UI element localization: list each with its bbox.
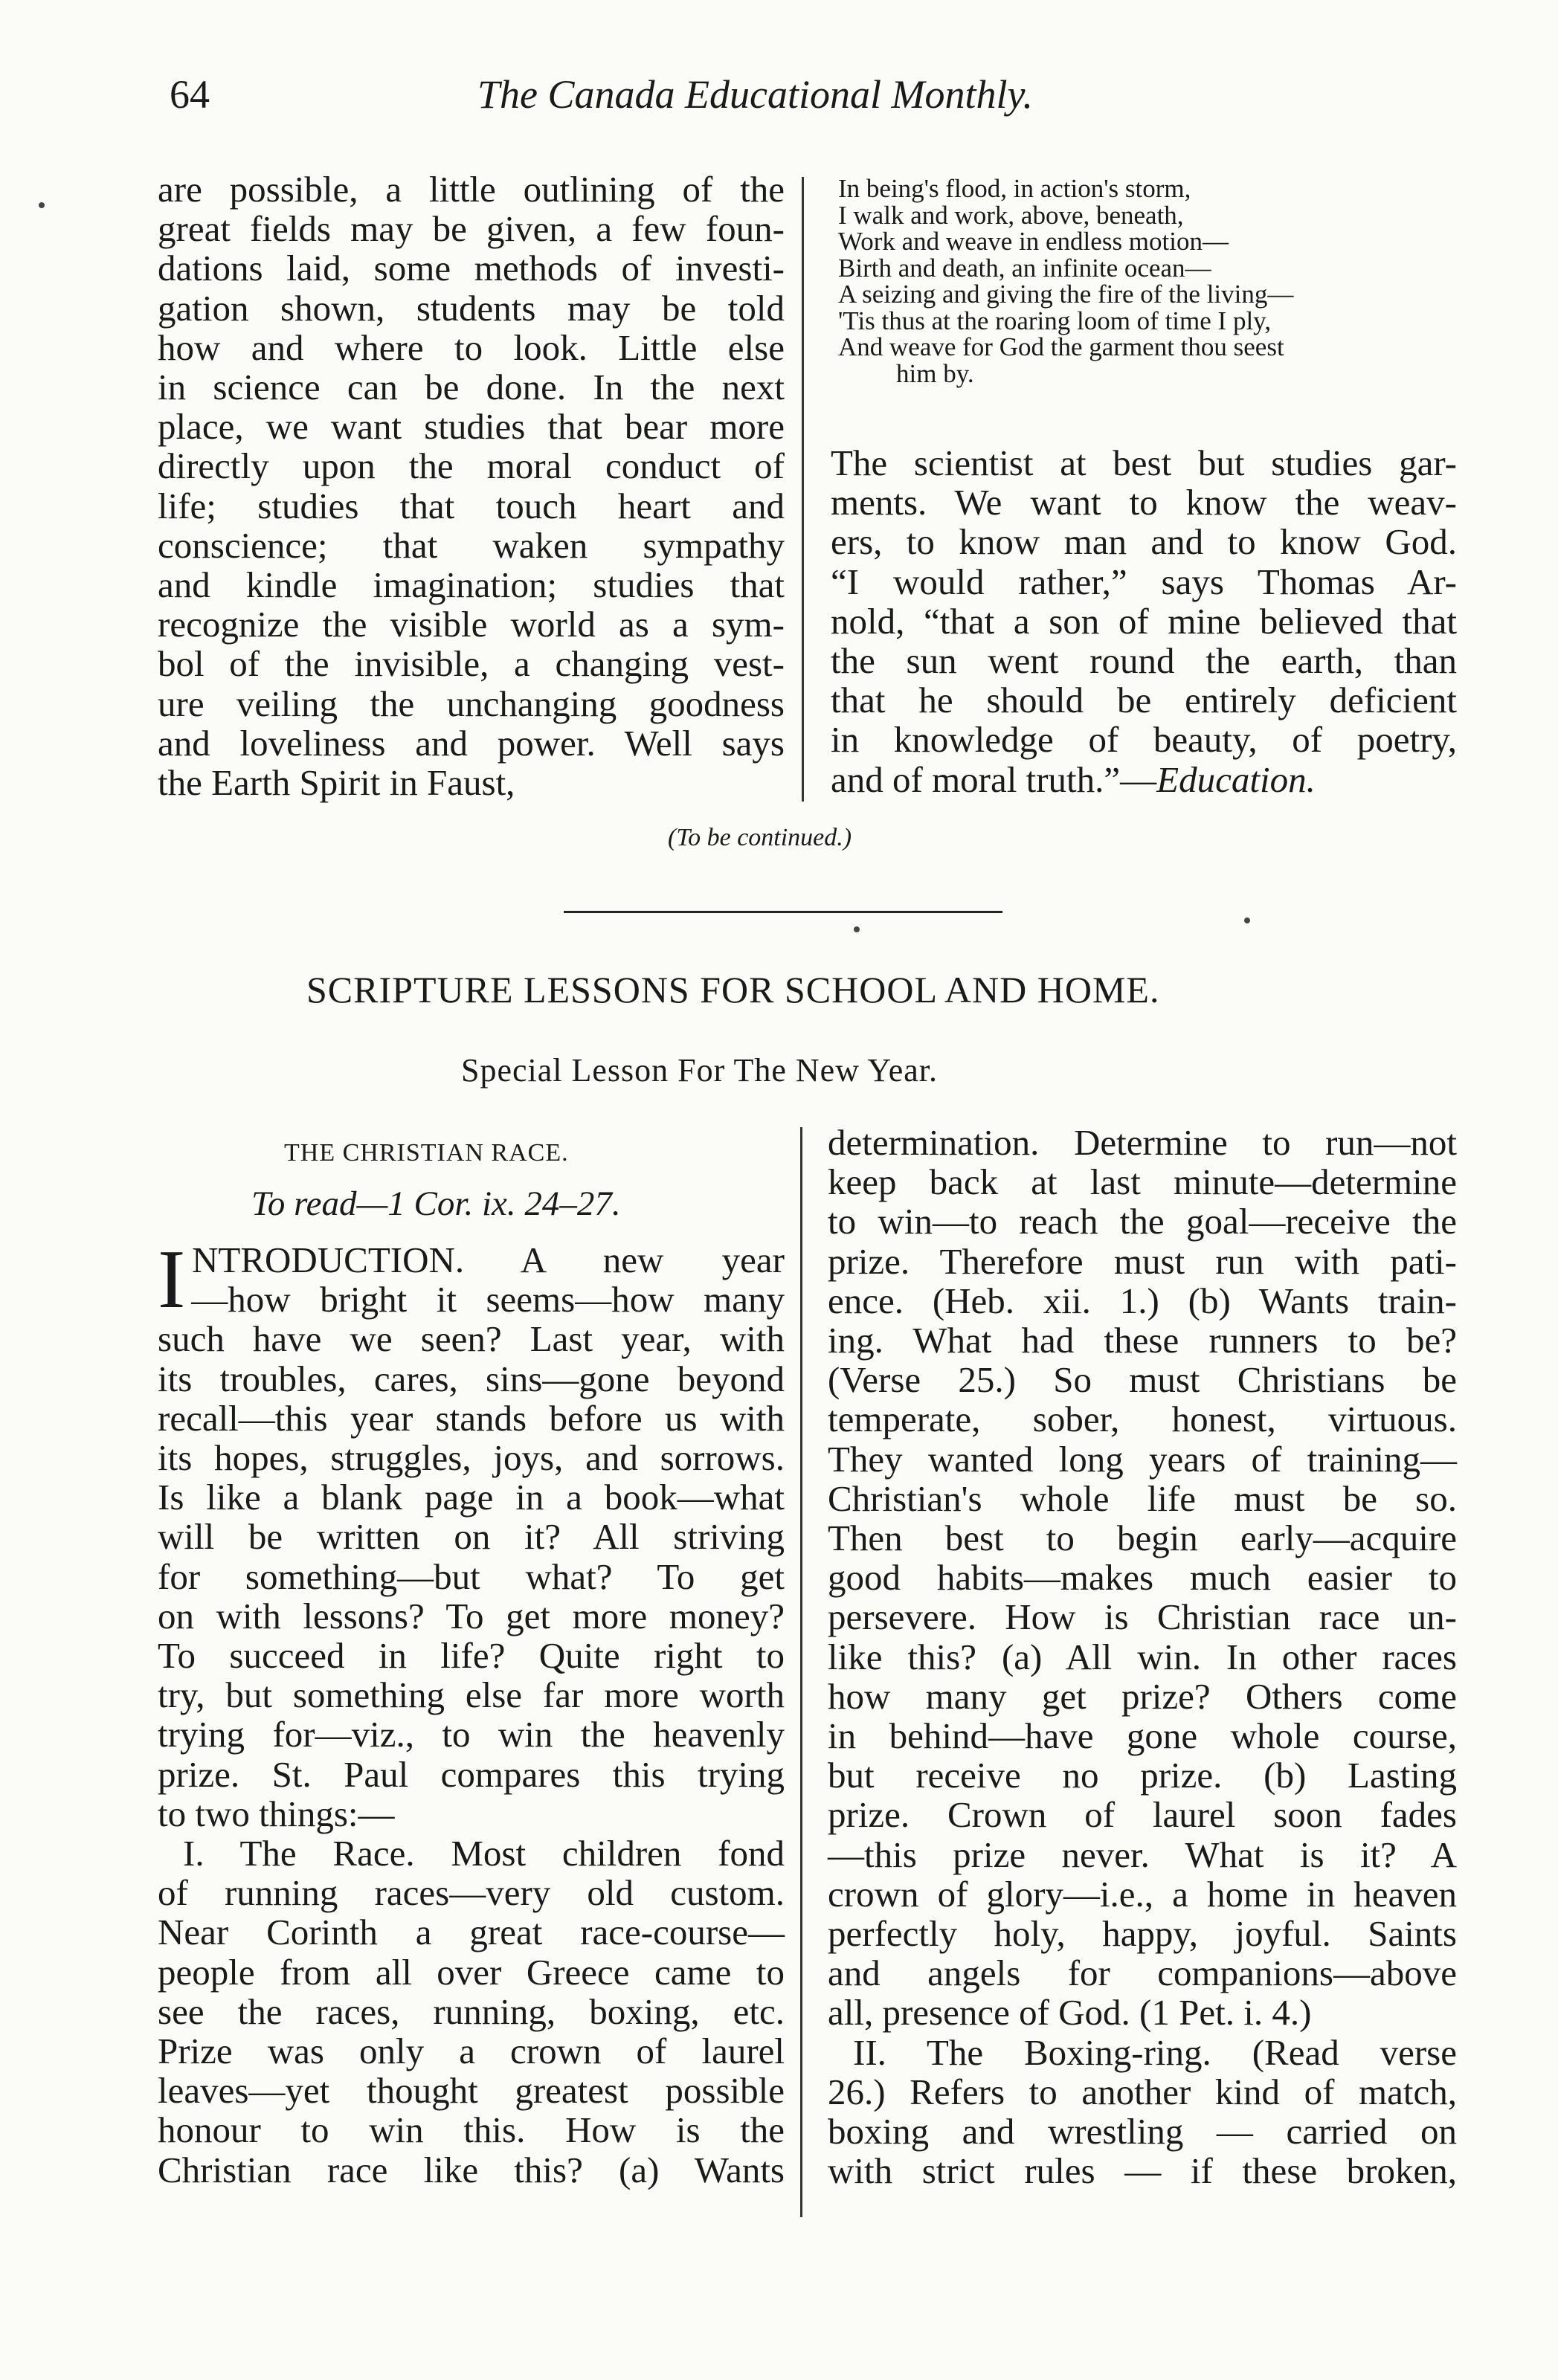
text-line: recognize the visible world as a sym- (158, 604, 785, 645)
text-line: —this prize never. What is it? A (828, 1834, 1457, 1875)
text-line: to win—to reach the goal—receive the (828, 1201, 1457, 1242)
column-rule-top (802, 177, 804, 802)
text-line: but receive no prize. (b) Lasting (828, 1755, 1457, 1796)
text-line: I. The Race. Most children fond (183, 1833, 785, 1874)
text-line: the sun went round the earth, than (831, 640, 1457, 682)
top-right-column (831, 443, 1457, 799)
text-line: ure veiling the unchanging goodness (158, 683, 785, 724)
top-right-paragraph (831, 443, 1457, 760)
speck (1244, 918, 1250, 923)
text-line: and angels for companions—above (828, 1952, 1457, 1994)
top-left-paragraph (158, 170, 785, 802)
text-line: Is like a blank page in a book—what (158, 1477, 785, 1518)
text-line: place, we want studies that bear more (158, 406, 785, 448)
poem-line: In being's flood, in action's storm, (838, 174, 1191, 203)
page-number: 64 (170, 72, 210, 117)
text-line: II. The Boxing-ring. (Read verse (853, 2031, 1457, 2073)
text-line: keep back at last minute—determine (828, 1161, 1457, 1203)
text-line: leaves—yet thought greatest possible (158, 2070, 785, 2112)
text-line: The scientist at best but studies gar- (831, 442, 1457, 483)
text-line: Christian race like this? (a) Wants (158, 2149, 785, 2190)
text-line: such have we seen? Last year, with (158, 1318, 785, 1360)
text-line: Near Corinth a great race-course— (158, 1912, 785, 1953)
speck (39, 202, 45, 208)
text-line: Prize was only a crown of laurel (158, 2031, 785, 2072)
text-line: its troubles, cares, sins—gone beyond (158, 1358, 785, 1399)
lesson-heading: THE CHRISTIAN RACE. (284, 1139, 569, 1167)
text-line: that he should be entirely deficient (831, 680, 1457, 721)
text-line: in science can be done. In the next (158, 367, 785, 408)
text-line: honour to win this. How is the (158, 2109, 785, 2151)
text-line: dations laid, some methods of investi- (158, 248, 785, 289)
text-line: life; studies that touch heart and (158, 485, 785, 526)
text-line: prize. St. Paul compares this trying (158, 1753, 785, 1795)
speck (854, 926, 860, 932)
lesson-reading (251, 1184, 621, 1224)
text-line: gation shown, students may be told (158, 287, 785, 329)
text-line: like this? (a) All win. In other races (828, 1636, 1457, 1677)
text-line: for something—but what? To get (158, 1555, 785, 1597)
text-line: recall—this year stands before us with (158, 1397, 785, 1439)
text-line: directly upon the moral conduct of (158, 445, 785, 487)
text-line: will be written on it? All striving (158, 1516, 785, 1558)
section-title: SCRIPTURE LESSONS FOR SCHOOL AND HOME. (306, 969, 1160, 1010)
text-line: crown of glory—i.e., a home in heaven (828, 1873, 1457, 1915)
text-line: ments. We want to know the weav- (831, 482, 1457, 523)
text-line: (Verse 25.) So must Christians be (828, 1359, 1457, 1401)
text-line: the Earth Spirit in Faust, (158, 762, 515, 804)
text-line: on with lessons? To get more money? (158, 1595, 785, 1636)
text-line: see the races, running, boxing, etc. (158, 1990, 785, 2032)
intro-first-line: NTRODUCTION. A new year (192, 1239, 785, 1280)
section-divider (564, 911, 1002, 913)
text-line: ing. What had these runners to be? (828, 1320, 1457, 1361)
intro-body (158, 1280, 785, 1834)
quote-end: and of moral truth.”— (831, 758, 1157, 800)
text-line: bol of the invisible, a changing vest- (158, 643, 785, 685)
faust-poem (838, 175, 1470, 387)
section-subtitle: Special Lesson For The New Year. (461, 1052, 938, 1089)
to-be-continued: (To be continued.) (668, 824, 852, 851)
introduction-paragraph (158, 1233, 785, 1834)
text-line: nold, “that a son of mine believed that (831, 600, 1457, 642)
text-line: They wanted long years of training— (828, 1438, 1457, 1480)
text-line: and loveliness and power. Well says (158, 722, 785, 764)
text-line: ers, to know man and to know God. (831, 521, 1457, 563)
text-line: trying for—viz., to win the heavenly (158, 1714, 785, 1755)
poem-line: Birth and death, an infinite ocean— (838, 253, 1211, 283)
text-line: boxing and wrestling — carried on (828, 2111, 1457, 2152)
text-line: prize. Crown of laurel soon fades (828, 1794, 1457, 1836)
text-line: 26.) Refers to another kind of match, (828, 2071, 1457, 2112)
text-line: in behind—have gone whole course, (828, 1715, 1457, 1757)
text-line: its hopes, struggles, joys, and sorrows. (158, 1437, 785, 1479)
text-line: all, presence of God. (1 Pet. i. 4.) (828, 1992, 1312, 2034)
column-rule-bottom (800, 1127, 802, 2217)
text-line: people from all over Greece came to (158, 1951, 785, 1993)
top-right-last-line (831, 760, 1457, 799)
text-line: To succeed in life? Quite right to (158, 1635, 785, 1677)
text-line: are possible, a little outlining of the (158, 169, 785, 210)
text-line: Christian's whole life must be so. (828, 1477, 1457, 1519)
bottom-left-column (158, 1233, 785, 2190)
bottom-right-column (828, 1123, 1457, 2190)
text-line: conscience; that waken sympathy (158, 524, 785, 566)
poem-line: I walk and work, above, beneath, (838, 200, 1184, 230)
text-line: how many get prize? Others come (828, 1675, 1457, 1717)
text-line: “I would rather,” says Thomas Ar- (831, 561, 1457, 602)
to-read-reference: —1 Cor. ix. 24–27. (356, 1184, 621, 1223)
text-line: how and where to look. Little else (158, 326, 785, 368)
bottom-right-paragraph (828, 1123, 1457, 2033)
source-citation: Education. (1156, 758, 1316, 800)
text-line: determination. Determine to run—not (828, 1122, 1457, 1163)
boxing-paragraph (828, 2033, 1457, 2191)
text-line: to two things:— (158, 1793, 395, 1834)
poem-line: 'Tis thus at the roaring loom of time I ply, (838, 306, 1272, 335)
text-line: prize. Therefore must run with pati- (828, 1240, 1457, 1282)
poem-line: Work and weave in endless motion— (838, 227, 1229, 256)
text-line: —how bright it seems—how many (191, 1279, 785, 1320)
text-line: persevere. How is Christian race un- (828, 1596, 1457, 1638)
text-line: and kindle imagination; studies that (158, 564, 785, 606)
text-line: of running races—very old custom. (158, 1872, 785, 1914)
text-line: Then best to begin early—acquire (828, 1518, 1457, 1559)
top-left-column (158, 170, 785, 802)
poem-line: A seizing and giving the fire of the living— (838, 280, 1294, 309)
journal-title: The Canada Educational Monthly. (477, 72, 1033, 117)
text-line: good habits—makes much easier to (828, 1557, 1457, 1599)
text-line: perfectly holy, happy, joyful. Saints (828, 1913, 1457, 1955)
text-line: try, but something else far more worth (158, 1674, 785, 1716)
text-line: temperate, sober, honest, virtuous. (828, 1399, 1457, 1440)
text-line: with strict rules — if these broken, (828, 2150, 1457, 2192)
text-line: great fields may be given, a few foun- (158, 208, 785, 250)
running-head (158, 71, 1452, 131)
drop-cap: I (158, 1233, 186, 1326)
text-line: in knowledge of beauty, of poetry, (831, 719, 1457, 761)
poem-line: And weave for God the garment thou seest (838, 332, 1284, 361)
to-read-label: To read (251, 1184, 357, 1223)
poem-line: him by. (896, 358, 974, 388)
text-line: ence. (Heb. xii. 1.) (b) Wants train- (828, 1280, 1457, 1321)
race-paragraph (158, 1834, 785, 2190)
